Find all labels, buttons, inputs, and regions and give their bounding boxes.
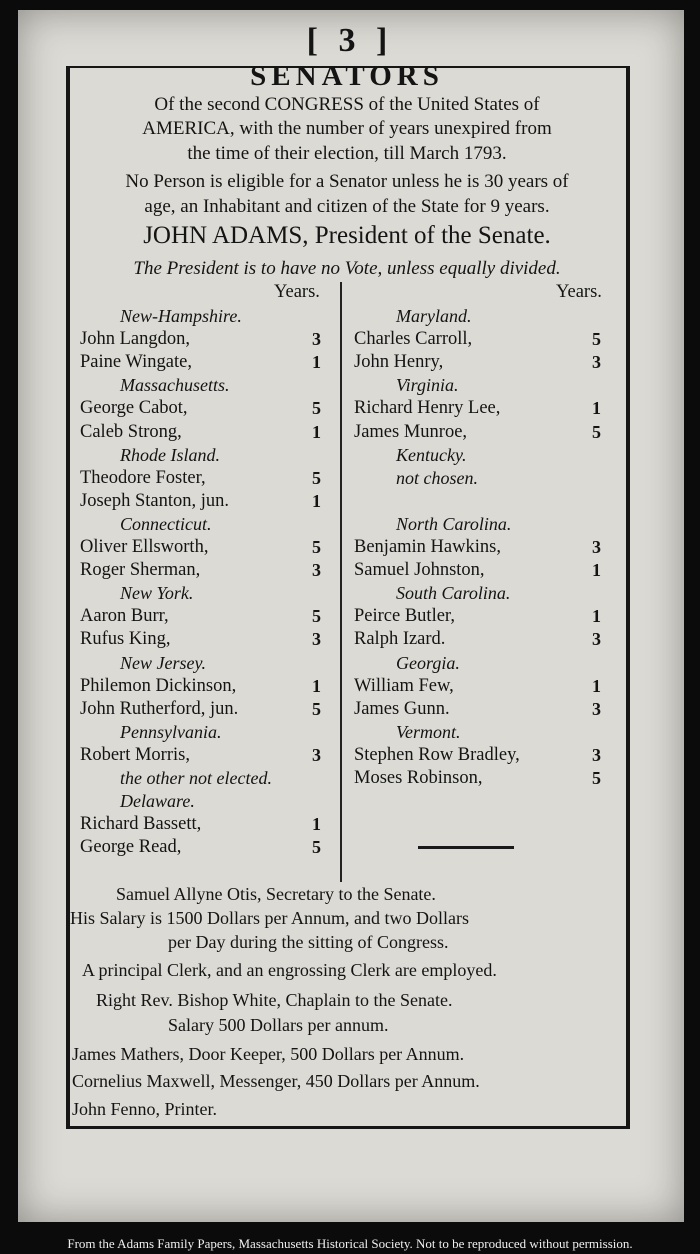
left-years-remaining: 1 bbox=[312, 352, 321, 373]
right-state-heading: Vermont. bbox=[396, 721, 461, 742]
left-years-remaining: 3 bbox=[312, 744, 321, 765]
right-years-remaining: 3 bbox=[592, 352, 601, 373]
right-years-remaining: 1 bbox=[592, 606, 601, 627]
right-senator-name: Richard Henry Lee, bbox=[354, 398, 501, 419]
right-state-heading: Georgia. bbox=[396, 652, 460, 673]
vice-president-line: JOHN ADAMS, President of the Senate. bbox=[143, 222, 551, 249]
left-years-remaining: 5 bbox=[312, 837, 321, 858]
right-years-remaining: 5 bbox=[592, 329, 601, 350]
image-caption: From the Adams Family Papers, Massachusetts Historical Society. Not to be reproduced without permission. bbox=[67, 1236, 633, 1251]
chaplain-salary-line: Salary 500 Dollars per annum. bbox=[168, 1015, 389, 1035]
right-years-remaining: 1 bbox=[592, 560, 601, 581]
left-senator-name: Philemon Dickinson, bbox=[80, 675, 237, 696]
left-years-remaining: 5 bbox=[312, 606, 321, 627]
chaplain-line: Right Rev. Bishop White, Chaplain to the Senate. bbox=[96, 990, 453, 1010]
printer-line: John Fenno, Printer. bbox=[72, 1099, 218, 1119]
column-divider bbox=[340, 282, 342, 882]
left-years-remaining: 1 bbox=[312, 675, 321, 696]
left-state-heading: Pennsylvania. bbox=[120, 721, 222, 742]
right-state-heading: Virginia. bbox=[396, 375, 459, 396]
left-senator-name: Paine Wingate, bbox=[80, 352, 192, 373]
clerk-line: A principal Clerk, and an engrossing Clerk are employed. bbox=[82, 960, 497, 980]
right-senator-name: Moses Robinson, bbox=[354, 768, 483, 788]
left-senator-name: Rufus King, bbox=[80, 629, 171, 650]
left-senator-name: George Cabot, bbox=[80, 398, 188, 419]
eligibility-line-2: age, an Inhabitant and citizen of the State for 9 years. bbox=[144, 196, 550, 217]
left-senator-name: John Langdon, bbox=[80, 329, 190, 350]
left-senator-name: John Rutherford, jun. bbox=[80, 698, 239, 719]
eligibility-line-1: No Person is eligible for a Senator unless he is 30 years of bbox=[125, 171, 569, 192]
left-state-heading: New Jersey. bbox=[120, 652, 206, 673]
left-senator-name: Theodore Foster, bbox=[80, 467, 206, 488]
left-senator-name: Richard Bassett, bbox=[80, 814, 202, 835]
right-senator-name: Benjamin Hawkins, bbox=[354, 537, 501, 557]
right-state-heading: South Carolina. bbox=[396, 583, 511, 604]
right-state-heading: Maryland. bbox=[396, 306, 472, 326]
right-years-remaining: 5 bbox=[592, 421, 601, 442]
right-years-remaining: 1 bbox=[592, 675, 601, 696]
door-keeper-line: James Mathers, Door Keeper, 500 Dollars per Annum. bbox=[72, 1044, 465, 1064]
right-state-heading: not chosen. bbox=[396, 467, 478, 488]
left-years-remaining: 5 bbox=[312, 537, 321, 557]
right-senator-name: James Munroe, bbox=[354, 421, 468, 442]
left-years-remaining: 3 bbox=[312, 560, 321, 581]
left-years-remaining: 1 bbox=[312, 421, 321, 442]
right-years-remaining: 5 bbox=[592, 768, 601, 788]
left-senator-name: George Read, bbox=[80, 837, 182, 858]
left-state-heading: New-Hampshire. bbox=[120, 306, 242, 326]
right-senator-name: Ralph Izard. bbox=[354, 629, 446, 650]
left-senator-name: Robert Morris, bbox=[80, 744, 190, 765]
right-years-remaining: 3 bbox=[592, 744, 601, 765]
salary-line-1: His Salary is 1500 Dollars per Annum, and two Dollars bbox=[70, 908, 469, 928]
right-senator-name: Charles Carroll, bbox=[354, 329, 473, 350]
document-title: SENATORS bbox=[250, 60, 444, 92]
right-senator-name: Samuel Johnston, bbox=[354, 560, 485, 581]
right-years-remaining: 3 bbox=[592, 698, 601, 719]
subtitle-line-1: Of the second CONGRESS of the United States of bbox=[154, 94, 540, 115]
right-senator-name: William Few, bbox=[354, 675, 454, 696]
messenger-line: Cornelius Maxwell, Messenger, 450 Dollars per Annum. bbox=[72, 1071, 480, 1091]
right-senator-name: Stephen Row Bradley, bbox=[354, 744, 520, 765]
right-years-remaining: 3 bbox=[592, 629, 601, 650]
left-state-heading: Connecticut. bbox=[120, 513, 212, 534]
left-years-remaining: 1 bbox=[312, 490, 321, 511]
left-years-remaining: 1 bbox=[312, 814, 321, 835]
left-years-remaining: 5 bbox=[312, 398, 321, 419]
left-state-heading: Massachusetts. bbox=[120, 375, 230, 396]
years-header-left: Years. bbox=[274, 282, 320, 302]
subtitle-line-3: the time of their election, till March 1793. bbox=[187, 143, 507, 164]
secretary-line: Samuel Allyne Otis, Secretary to the Senate. bbox=[116, 884, 436, 904]
left-state-heading: Delaware. bbox=[120, 791, 195, 812]
left-years-remaining: 5 bbox=[312, 467, 321, 488]
years-header-right: Years. bbox=[556, 282, 602, 302]
subtitle-line-2: AMERICA, with the number of years unexpired from bbox=[142, 118, 552, 139]
vote-note: The President is to have no Vote, unless equally divided. bbox=[133, 258, 561, 279]
left-years-remaining: 3 bbox=[312, 329, 321, 350]
left-senator-name: Roger Sherman, bbox=[80, 560, 201, 581]
left-years-remaining: 3 bbox=[312, 629, 321, 650]
right-senator-name: Peirce Butler, bbox=[354, 606, 455, 627]
page-number: [ 3 ] bbox=[306, 22, 394, 59]
left-years-remaining: 5 bbox=[312, 698, 321, 719]
left-senator-name: Aaron Burr, bbox=[80, 606, 169, 627]
left-senator-name: Oliver Ellsworth, bbox=[80, 537, 209, 557]
right-years-remaining: 1 bbox=[592, 398, 601, 419]
left-senator-name: Joseph Stanton, jun. bbox=[80, 490, 230, 511]
right-senator-name: James Gunn. bbox=[354, 698, 450, 719]
right-state-heading: Kentucky. bbox=[396, 444, 467, 465]
right-state-heading: North Carolina. bbox=[396, 513, 512, 534]
right-years-remaining: 3 bbox=[592, 537, 601, 557]
right-senator-name: John Henry, bbox=[354, 352, 444, 373]
left-state-heading: the other not elected. bbox=[120, 768, 272, 788]
column-end-rule bbox=[418, 846, 514, 849]
left-state-heading: New York. bbox=[120, 583, 194, 604]
salary-line-2: per Day during the sitting of Congress. bbox=[168, 932, 449, 952]
left-senator-name: Caleb Strong, bbox=[80, 421, 182, 442]
left-state-heading: Rhode Island. bbox=[120, 444, 220, 465]
